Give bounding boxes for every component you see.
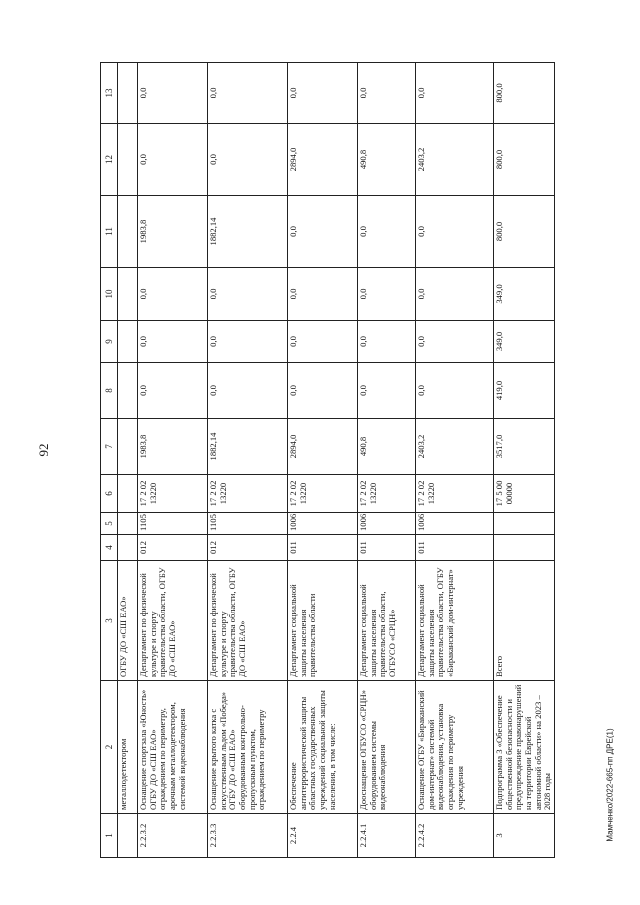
rz-cell: 1006 <box>416 513 494 535</box>
rz-cell: 1105 <box>208 513 288 535</box>
program-cell: Оснащение ОГБУ «Бираканский дом-интернат» системой видеонаблюдения, установка ограждения по периметру учреждения <box>416 681 494 814</box>
value-cell: 1882,14 <box>208 196 288 268</box>
value-cell: 349,0 <box>494 321 555 363</box>
csr-cell: 17 2 02 13220 <box>288 475 358 513</box>
executor-cell: Департамент социальной защиты населения правительства области, ОГБУСО «СРЦН» <box>358 561 416 681</box>
program-cell: Подпрограмма 3 «Обеспечение общественной безопасности и предупреждение правонарушений на территории Еврейской автономной области» на 2023 – 2028 годы <box>494 681 555 814</box>
header-cell: 8 <box>101 363 118 419</box>
csr-cell: 17 2 02 13220 <box>138 475 208 513</box>
rotated-table-container <box>100 63 553 858</box>
rz-cell: 1105 <box>138 513 208 535</box>
csr-cell: 17 5 00 00000 <box>494 475 555 513</box>
program-cell: Оснащение спортзала «Юность» ОГБУ ДО «СШ ЕАО» ограждением по периметру, арочным металлодетектором, системой видеонаблюдения <box>138 681 208 814</box>
value-cell: 0,0 <box>416 363 494 419</box>
value-cell: 349,0 <box>494 268 555 321</box>
carry-program-cell: металлодетектором <box>118 681 138 814</box>
value-cell: 2894,0 <box>288 124 358 196</box>
value-cell: 0,0 <box>358 321 416 363</box>
value-cell: 0,0 <box>288 63 358 124</box>
table-row <box>416 63 494 858</box>
csr-cell: 17 2 02 13220 <box>208 475 288 513</box>
value-cell: 1983,8 <box>138 196 208 268</box>
value-cell: 0,0 <box>288 321 358 363</box>
value-cell: 0,0 <box>416 321 494 363</box>
header-cell: 11 <box>101 196 118 268</box>
value-cell: 0,0 <box>358 268 416 321</box>
page-number: 92 <box>36 443 51 457</box>
value-cell: 0,0 <box>138 63 208 124</box>
program-cell: Обеспечение антитеррористической защиты областных государственных учреждений социальной защиты населения, в том числе: <box>288 681 358 814</box>
row-id: 3 <box>494 814 555 858</box>
row-id: 2.2.3.3 <box>208 814 288 858</box>
value-cell: 0,0 <box>138 321 208 363</box>
program-cell: Оснащение крытого катка с искусственным льдом «Победа» ОГБУ ДО «СШ ЕАО» оборудованным контрольно-пропускным пунктом, ограждением по периметру <box>208 681 288 814</box>
table-row <box>494 63 555 858</box>
executor-cell: Всего <box>494 561 555 681</box>
value-cell: 0,0 <box>208 363 288 419</box>
grbs-cell: 011 <box>288 535 358 561</box>
rz-cell: 1006 <box>358 513 416 535</box>
executor-cell: Департамент социальной защиты населения правительства области, ОГБУ «Бираканский дом-интернат» <box>416 561 494 681</box>
rz-cell: 1006 <box>288 513 358 535</box>
document-id: Мамченко/2022-665-пп ДРЕ(1) <box>605 728 615 842</box>
value-cell: 0,0 <box>416 196 494 268</box>
total-cell: 1882,14 <box>208 419 288 475</box>
value-cell: 0,0 <box>416 268 494 321</box>
header-cell: 6 <box>101 475 118 513</box>
row-id: 2.2.3.2 <box>138 814 208 858</box>
value-cell: 0,0 <box>358 363 416 419</box>
grbs-cell <box>494 535 555 561</box>
table-row <box>208 63 288 858</box>
value-cell: 0,0 <box>416 63 494 124</box>
value-cell: 0,0 <box>288 363 358 419</box>
carry-row <box>118 63 138 858</box>
value-cell: 0,0 <box>208 321 288 363</box>
executor-cell: Департамент по физической культуре и спорту правительства области, ОГБУ ДО «СШ ЕАО» <box>138 561 208 681</box>
header-row <box>101 63 118 858</box>
csr-cell: 17 2 02 13220 <box>416 475 494 513</box>
header-cell: 2 <box>101 681 118 814</box>
total-cell: 2403,2 <box>416 419 494 475</box>
value-cell: 0,0 <box>138 268 208 321</box>
program-cell: Дооснащение ОГБУСО «СРЦН» оборудованием системы видеонаблюдения <box>358 681 416 814</box>
header-cell: 1 <box>101 814 118 858</box>
row-id: 2.2.4.2 <box>416 814 494 858</box>
grbs-cell: 012 <box>208 535 288 561</box>
total-cell: 2894,0 <box>288 419 358 475</box>
value-cell: 0,0 <box>208 124 288 196</box>
table-row <box>358 63 416 858</box>
value-cell: 800,0 <box>494 196 555 268</box>
value-cell: 2403,2 <box>416 124 494 196</box>
grbs-cell: 011 <box>416 535 494 561</box>
value-cell: 0,0 <box>358 196 416 268</box>
value-cell: 0,0 <box>288 196 358 268</box>
value-cell: 0,0 <box>208 63 288 124</box>
executor-cell: Департамент по физической культуре и спорту правительства области, ОГБУ ДО «СШ ЕАО» <box>208 561 288 681</box>
budget-table <box>100 62 555 858</box>
grbs-cell: 011 <box>358 535 416 561</box>
header-cell: 12 <box>101 124 118 196</box>
value-cell: 800,0 <box>494 124 555 196</box>
total-cell: 3517,0 <box>494 419 555 475</box>
value-cell: 0,0 <box>138 363 208 419</box>
value-cell: 0,0 <box>288 268 358 321</box>
rz-cell <box>494 513 555 535</box>
table-row <box>288 63 358 858</box>
table-row <box>138 63 208 858</box>
header-cell: 10 <box>101 268 118 321</box>
total-cell: 1983,8 <box>138 419 208 475</box>
total-cell: 490,8 <box>358 419 416 475</box>
header-cell: 13 <box>101 63 118 124</box>
value-cell: 0,0 <box>358 63 416 124</box>
row-id: 2.2.4.1 <box>358 814 416 858</box>
header-cell: 3 <box>101 561 118 681</box>
header-cell: 7 <box>101 419 118 475</box>
value-cell: 419,0 <box>494 363 555 419</box>
csr-cell: 17 2 02 13220 <box>358 475 416 513</box>
executor-cell: Департамент социальной защиты населения правительства области <box>288 561 358 681</box>
row-id: 2.2.4 <box>288 814 358 858</box>
header-cell: 9 <box>101 321 118 363</box>
value-cell: 800,0 <box>494 63 555 124</box>
header-cell: 5 <box>101 513 118 535</box>
value-cell: 0,0 <box>138 124 208 196</box>
value-cell: 0,0 <box>208 268 288 321</box>
carry-executor-cell: ОГБУ ДО «СШ ЕАО» <box>118 561 138 681</box>
grbs-cell: 012 <box>138 535 208 561</box>
header-cell: 4 <box>101 535 118 561</box>
value-cell: 490,8 <box>358 124 416 196</box>
